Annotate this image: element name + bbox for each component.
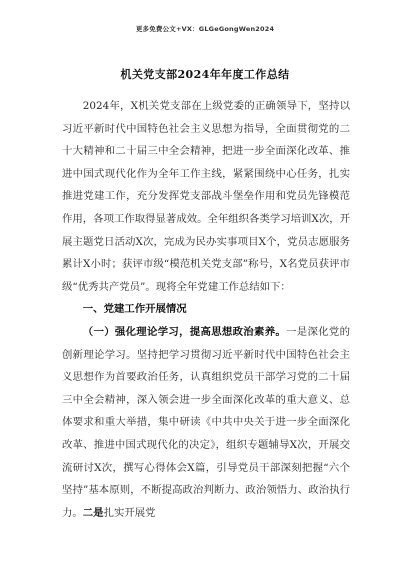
point-two-text: 扎实开展党 bbox=[103, 506, 156, 519]
subsection-lead: （一）强化理论学习，提高思想政治素养。 bbox=[82, 325, 287, 338]
document-title: 机关党支部2024年年度工作总结 bbox=[120, 68, 290, 81]
point-two-lead: 二是 bbox=[82, 506, 104, 519]
document-body bbox=[62, 95, 350, 524]
header-promo-text: 更多免费公文+VX：GLGeGongWen2024 bbox=[135, 25, 275, 33]
intro-paragraph: 2024年，X机关党支部在上级党委的正确领导下，坚持以习近平新时代中国特色社会主义思想为指导，全面贯彻党的二十大精神和二十届三中全会精神，把进一步全面深化改革、推进中国式现代化作为全年工作主线，紧紧围绕中心任务，扎实推进党建工作，充分发挥党支部战斗堡垒作用和党员先锋模范作用，各项工作取得显著成效。全年组织各类学习培训X次，开展主题党日活动X次，完成为民办实事项目X个，党员志愿服务累计X小时；获评市级“模范机关党支部”称号，X名党员获评市级“优秀共产党员”。现将全年党建工作总结如下： bbox=[62, 100, 350, 293]
subsection-paragraph bbox=[62, 321, 350, 524]
subsection-body-text: 一是深化党的创新理论学习。坚持把学习贯彻习近平新时代中国特色社会主义思想作为首要政治任务，认真组织党员干部学习党的二十届三中全会精神，深入领会进一步全面深化改革的重大意义、总体要求和重大举措，集中研读《中共中央关于进一步全面深化改革、推进中国式现代化的决定》，组织专题辅导X次，开展交流研讨X次，撰写心得体会X篇，引导党员干部深刻把握“六个坚持”基本原则，不断提高政治判断力、政治领悟力、政治执行力。 bbox=[62, 325, 351, 519]
section-heading: 一、党建工作开展情况 bbox=[82, 303, 187, 316]
